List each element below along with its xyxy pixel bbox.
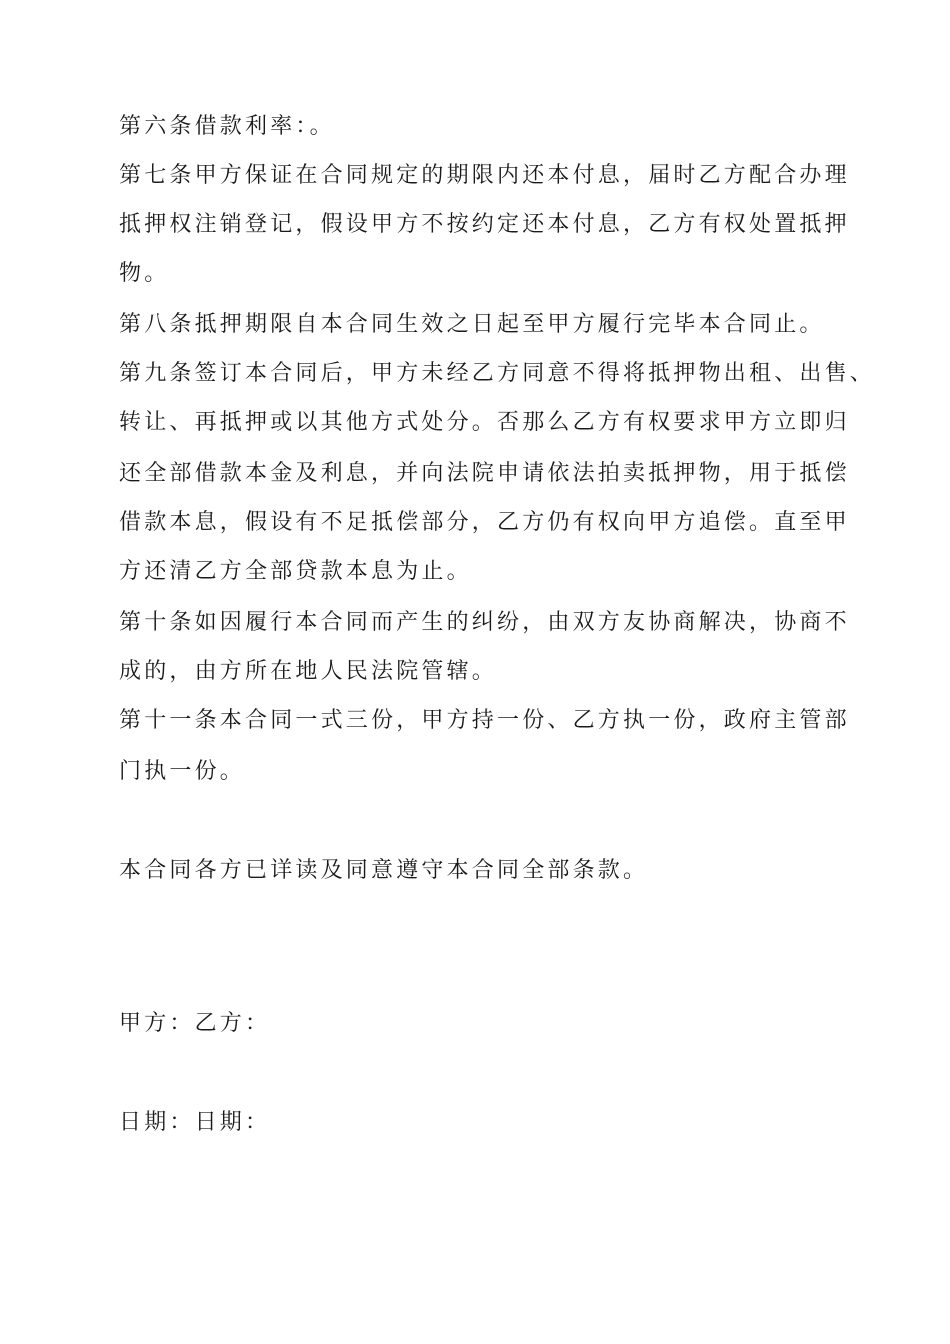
clause-11-line-1: 第十一条本合同一式三份，甲方持一份、乙方执一份，政府主管部 <box>119 708 850 733</box>
date-line: 日期：日期： <box>119 1110 271 1135</box>
clause-7-line-3: 物。 <box>119 261 170 286</box>
clause-9-line-4: 借款本息，假设有不足抵偿部分，乙方仍有权向甲方追偿。直至甲 <box>119 510 850 535</box>
agreement-statement: 本合同各方已详读及同意遵守本合同全部条款。 <box>119 858 649 883</box>
clause-9-line-3: 还全部借款本金及利息，并向法院申请依法拍卖抵押物，用于抵偿 <box>119 461 850 486</box>
clause-9-line-2: 转让、再抵押或以其他方式处分。否那么乙方有权要求甲方立即归 <box>119 410 850 435</box>
clause-6-line: 第六条借款利率：。 <box>119 114 335 139</box>
signature-line: 甲方：乙方： <box>119 1011 271 1036</box>
clause-7-line-2: 抵押权注销登记，假设甲方不按约定还本付息，乙方有权处置抵押 <box>119 212 850 237</box>
clause-9-line-1: 第九条签订本合同后，甲方未经乙方同意不得将抵押物出租、出售、 <box>119 361 876 386</box>
clause-10-line-2: 成的，由方所在地人民法院管辖。 <box>119 659 498 684</box>
clause-10-line-1: 第十条如因履行本合同而产生的纠纷，由双方友协商解决，协商不 <box>119 610 850 635</box>
clause-7-line-1: 第七条甲方保证在合同规定的期限内还本付息，届时乙方配合办理 <box>119 163 850 188</box>
clause-9-line-5: 方还清乙方全部贷款本息为止。 <box>119 559 472 584</box>
clause-11-line-2: 门执一份。 <box>119 759 246 784</box>
clause-8-line: 第八条抵押期限自本合同生效之日起至甲方履行完毕本合同止。 <box>119 312 825 337</box>
